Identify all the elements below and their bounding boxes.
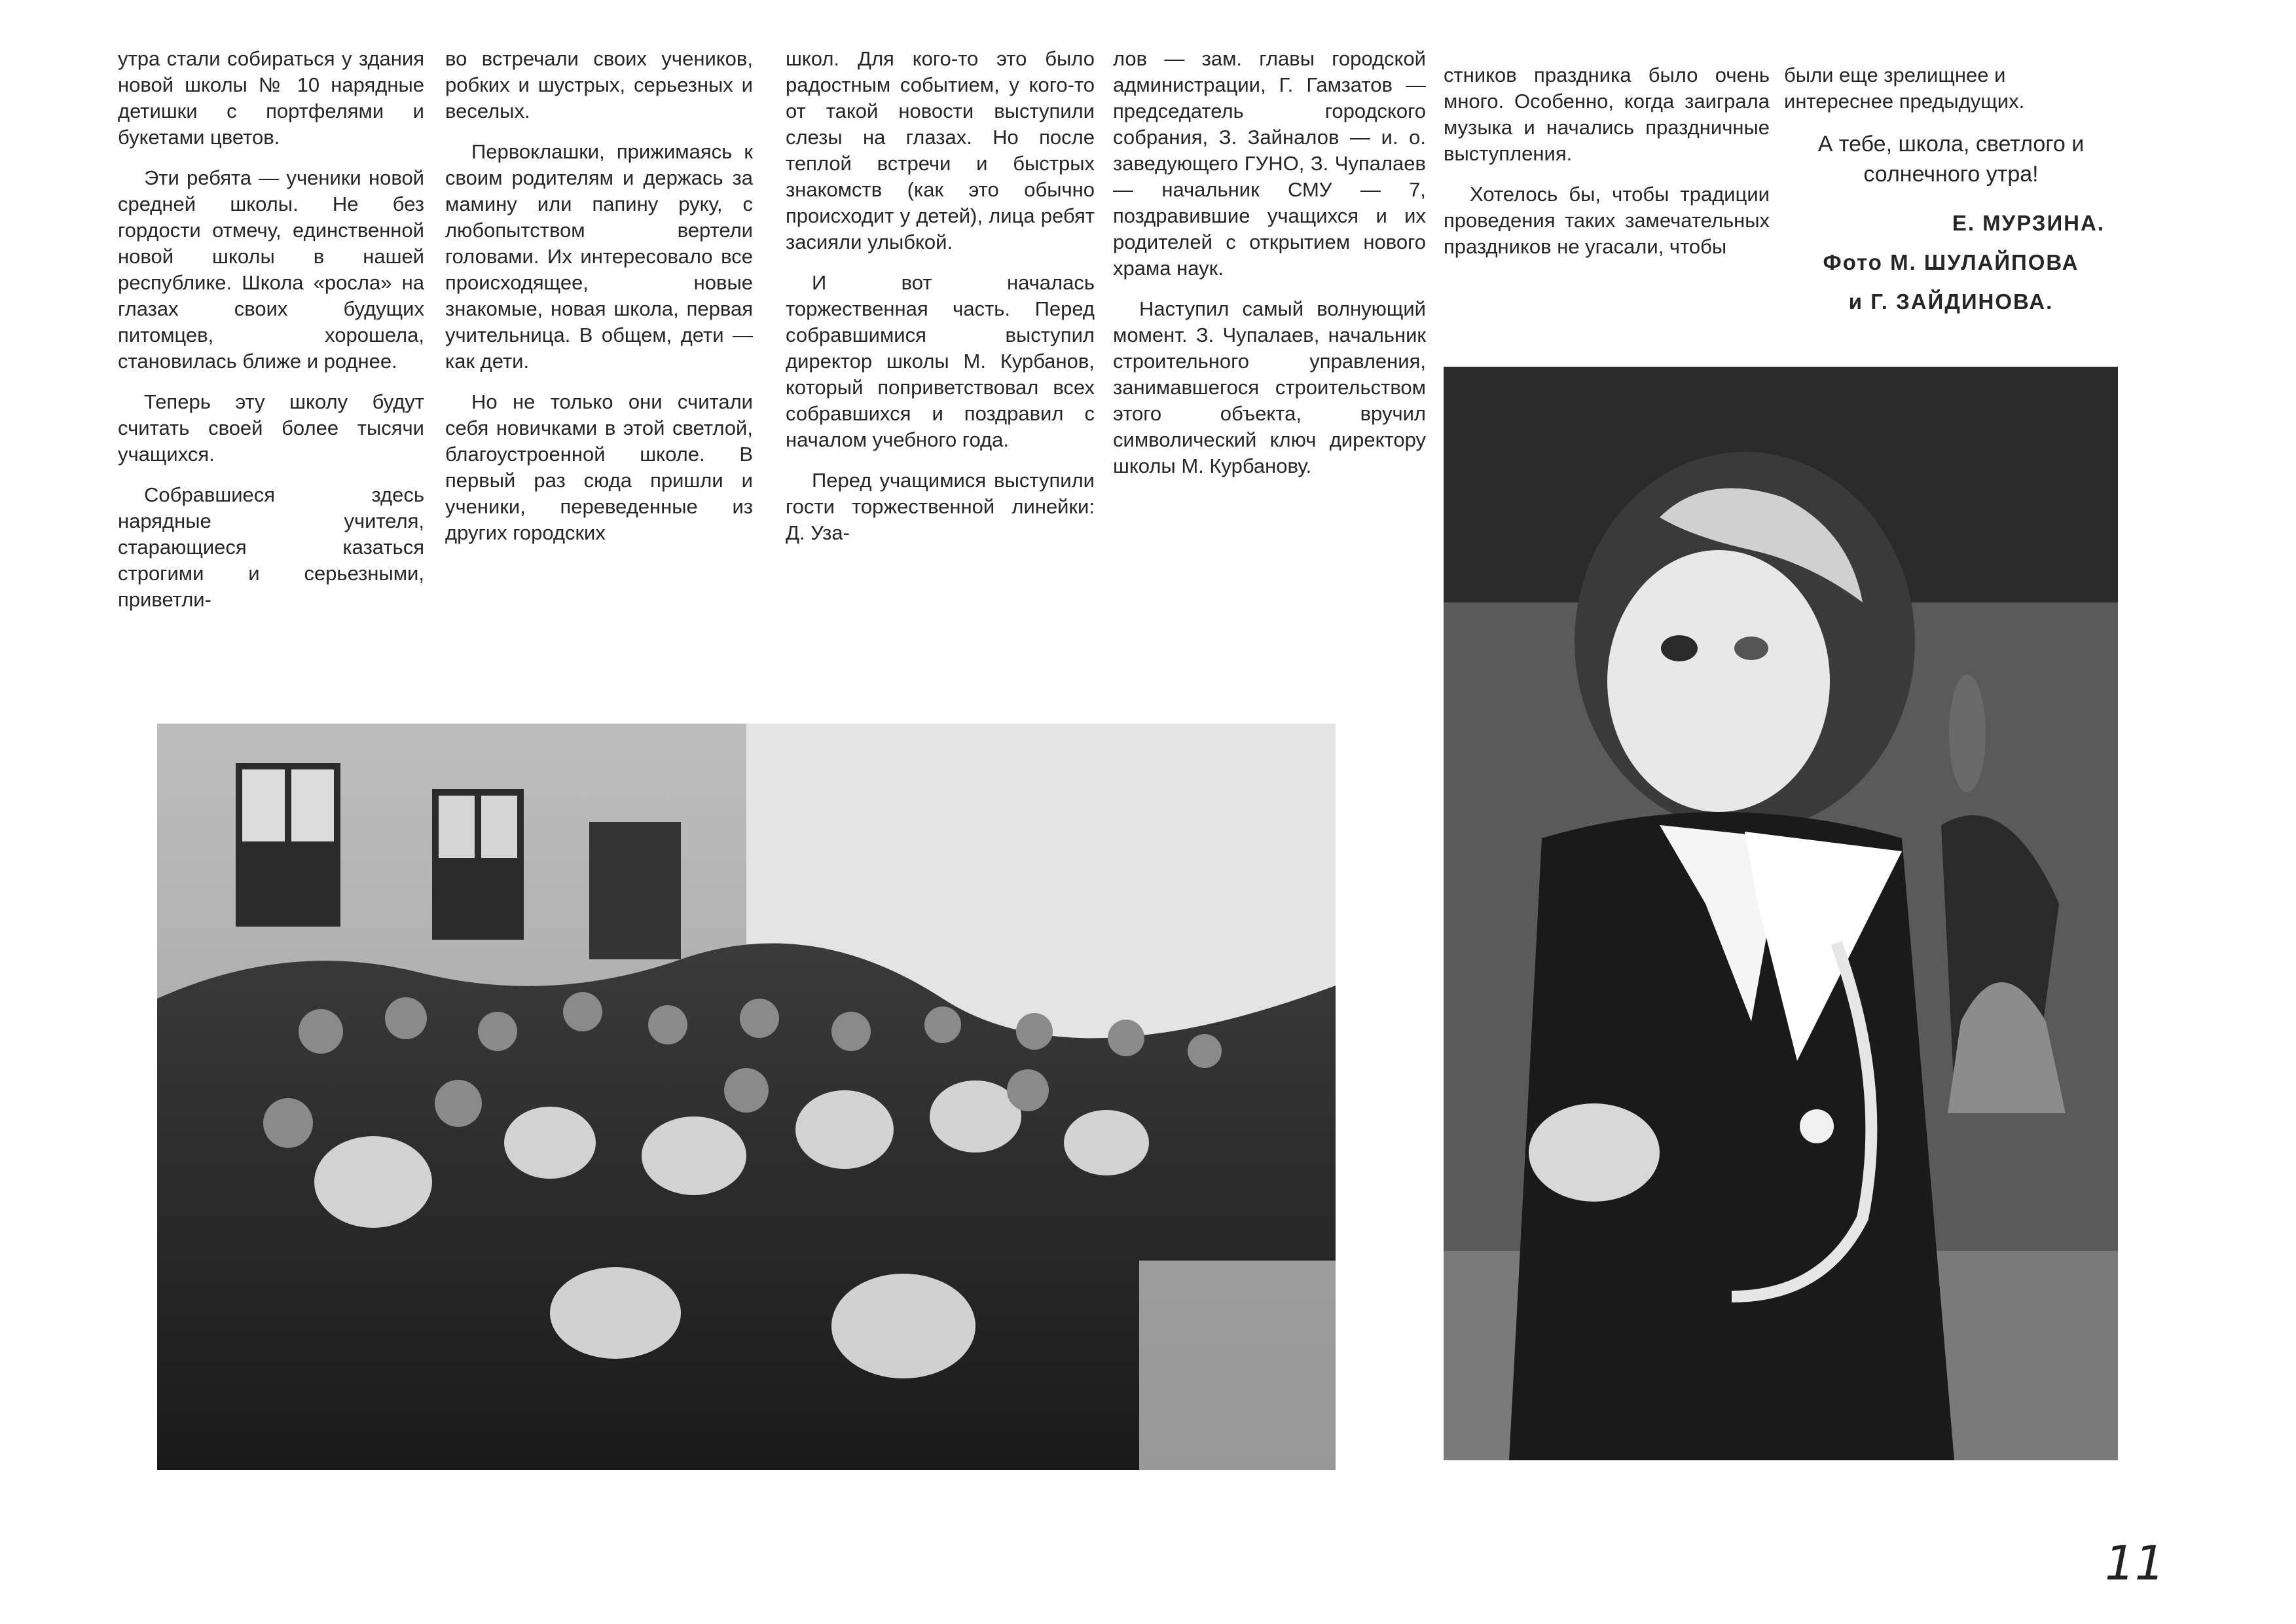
paragraph: Но не только они считали себя новичками в этой светлой, благоустроенной школе. В первый раз сюда пришли и ученики, переведенные из других городских	[445, 390, 753, 544]
crowd-photo	[157, 724, 1336, 1470]
girl-with-bell-photo	[1444, 367, 2118, 1460]
paragraph: Перед учащимися выступили гости торжественной линейки: Д. Уза-	[786, 469, 1095, 544]
author-name: Е. МУРЗИНА.	[1952, 211, 2105, 235]
photo-credit: и Г. ЗАЙДИНОВА.	[1848, 289, 2054, 314]
paragraph: Эти ребята — ученики новой средней школы. Не без гордости отмечу, единственной новой школы в нашей республике. Школа «росла» на глазах своих будущих питомцев, хорошела, становилась ближе и роднее.	[118, 166, 424, 373]
paragraph: Собравшиеся здесь нарядные учителя, старающиеся казаться строгими и серьезными, приветли-	[118, 483, 424, 611]
paragraph: Наступил самый волнующий момент. З. Чупалаев, начальник строительного управления, занимавшегося строительством этого объекта, вручил символический ключ директору школы М. Курбанову.	[1113, 297, 1426, 477]
girl-with-bell-photo-image	[1444, 367, 2118, 1460]
photo-credit: Фото М. ШУЛАЙПОВА	[1823, 250, 2079, 274]
paragraph: Теперь эту школу будут считать своей более тысячи учащихся.	[118, 390, 424, 466]
article-column-1	[118, 46, 424, 627]
closing-line: А тебе, школа, светлого и солнечного утра!	[1817, 132, 2085, 187]
article-column-2	[445, 46, 753, 561]
paragraph: Хотелось бы, чтобы традиции проведения таких замечательных праздников не угасали, чтобы	[1444, 183, 1770, 258]
crowd-photo-image	[157, 724, 1336, 1470]
paragraph: утра стали собираться у здания новой школы № 10 нарядные детишки с портфелями и букетами цветов.	[118, 47, 424, 149]
paragraph: школ. Для кого-то это было радостным событием, у кого-то от такой новости выступили слезы на глазах. Но после теплой встречи и быстрых знакомств (как это обычно происходит у детей), лица ребят засияли улыбкой.	[786, 47, 1095, 253]
paragraph: были еще зрелищнее и интереснее предыдущих.	[1784, 64, 2025, 113]
article-column-6	[1784, 62, 2118, 322]
byline	[1784, 204, 2118, 322]
article-column-4	[1113, 46, 1426, 494]
paragraph: Первоклашки, прижимаясь к своим родителям и держась за мамину или папину руку, с любопытством вертели головами. Их интересовало все происходящее, новые знакомые, новая школа, первая учительница. В общем, дети — как дети.	[445, 140, 753, 373]
article-column-3	[786, 46, 1095, 561]
paragraph: И вот началась торжественная часть. Перед собравшимися выступил директор школы М. Курбанов, который поприветствовал всех собравшихся и поздравил с началом учебного года.	[786, 271, 1095, 451]
page-number: 11	[2105, 1536, 2165, 1591]
paragraph: стников праздника было очень много. Особенно, когда заиграла музыка и начались праздничные выступления.	[1444, 64, 1770, 165]
paragraph: лов — зам. главы городской администрации, Г. Гамзатов — председатель городского собрания, З. Зайналов — и. о. заведующего ГУНО, З. Чупалаев — начальник СМУ — 7, поздравившие учащихся и их родителей с открытием нового храма наук.	[1113, 47, 1426, 280]
paragraph: во встречали своих учеников, робких и шустрых, серьезных и веселых.	[445, 47, 753, 122]
article-column-5	[1444, 62, 1770, 274]
